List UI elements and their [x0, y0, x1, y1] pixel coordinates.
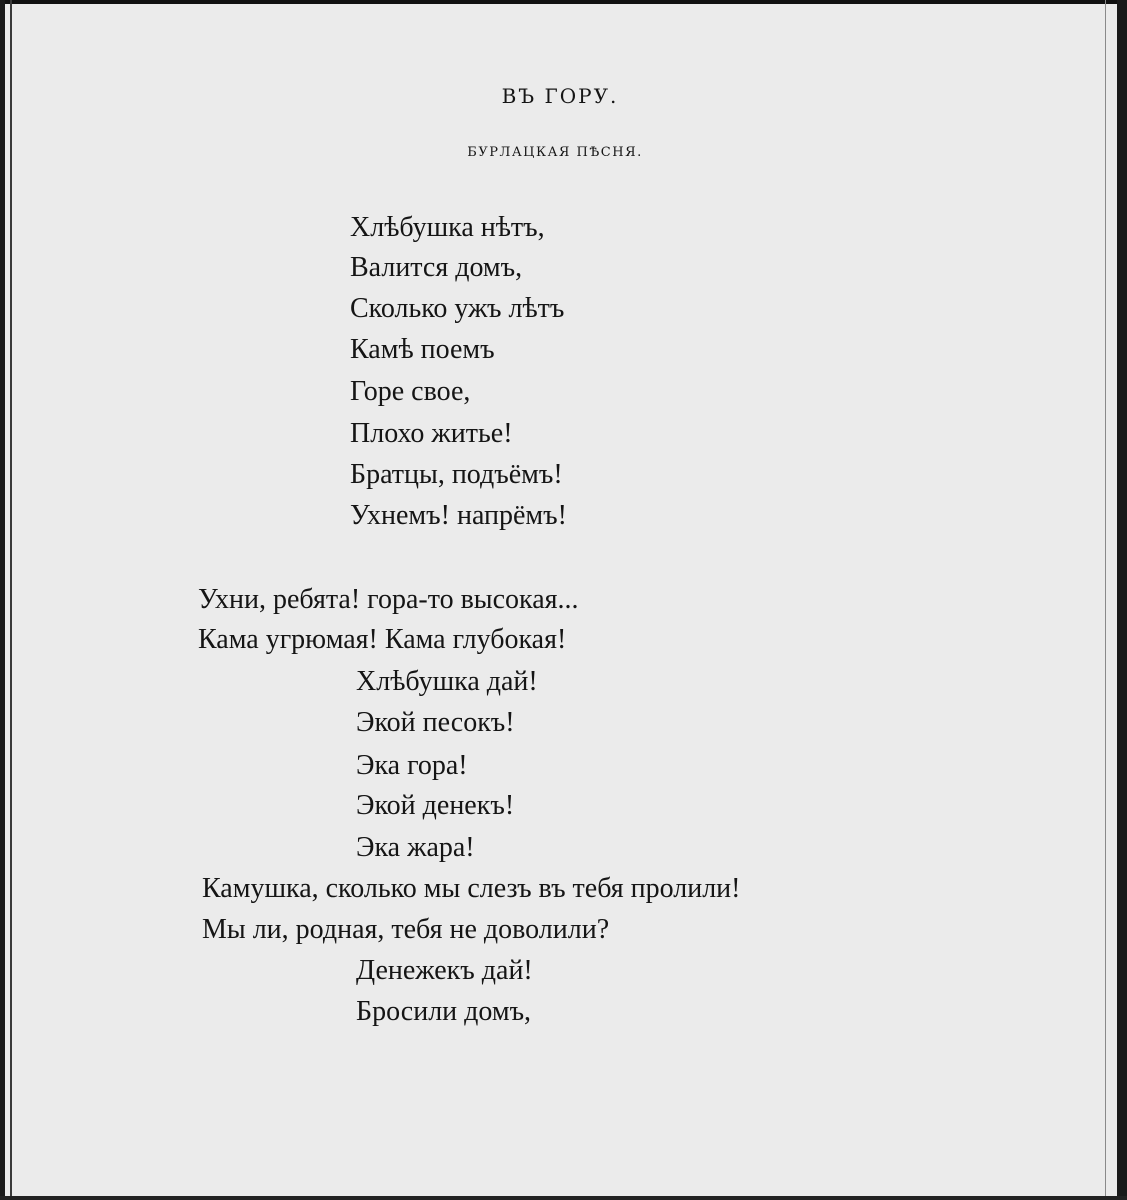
poem-subtitle: БУРЛАЦКАЯ ПѢСНЯ. [467, 145, 643, 160]
verse-line: Плохо житье! [350, 418, 513, 449]
verse-line: Мы ли, родная, тебя не доволили? [202, 914, 610, 945]
verse-line: Денежекъ дай! [356, 955, 533, 986]
verse-line: Эка жара! [356, 832, 475, 863]
verse-line: Камушка, сколько мы слезъ въ тебя пролили! [202, 873, 741, 904]
poem-title: ВЪ ГОРУ. [501, 84, 619, 108]
verse-line: Сколько ужъ лѣтъ [350, 293, 565, 324]
verse-line: Горе свое, [350, 376, 471, 407]
verse-line: Эка гора! [356, 750, 468, 781]
verse-line: Хлѣбушка дай! [356, 666, 538, 697]
scan-border-left-inner [10, 0, 12, 1200]
verse-line: Кама угрюмая! Кама глубокая! [198, 624, 567, 655]
verse-line: Экой песокъ! [356, 707, 515, 738]
verse-line: Ухни, ребята! гора-то высокая... [198, 584, 579, 615]
verse-line: Ухнемъ! напрёмъ! [350, 500, 567, 531]
verse-line: Бросили домъ, [356, 996, 532, 1027]
scan-border-right-inner [1105, 0, 1106, 1200]
scan-border-right [1117, 0, 1127, 1200]
scan-border-left [0, 0, 5, 1200]
scan-border-top [0, 0, 1127, 4]
verse-line: Валится домъ, [350, 252, 523, 283]
scan-border-bottom [0, 1196, 1127, 1200]
verse-line: Экой денекъ! [356, 790, 515, 821]
verse-line: Камѣ поемъ [350, 334, 495, 365]
verse-line: Братцы, подъёмъ! [350, 459, 563, 490]
verse-line: Хлѣбушка нѣтъ, [350, 212, 545, 243]
